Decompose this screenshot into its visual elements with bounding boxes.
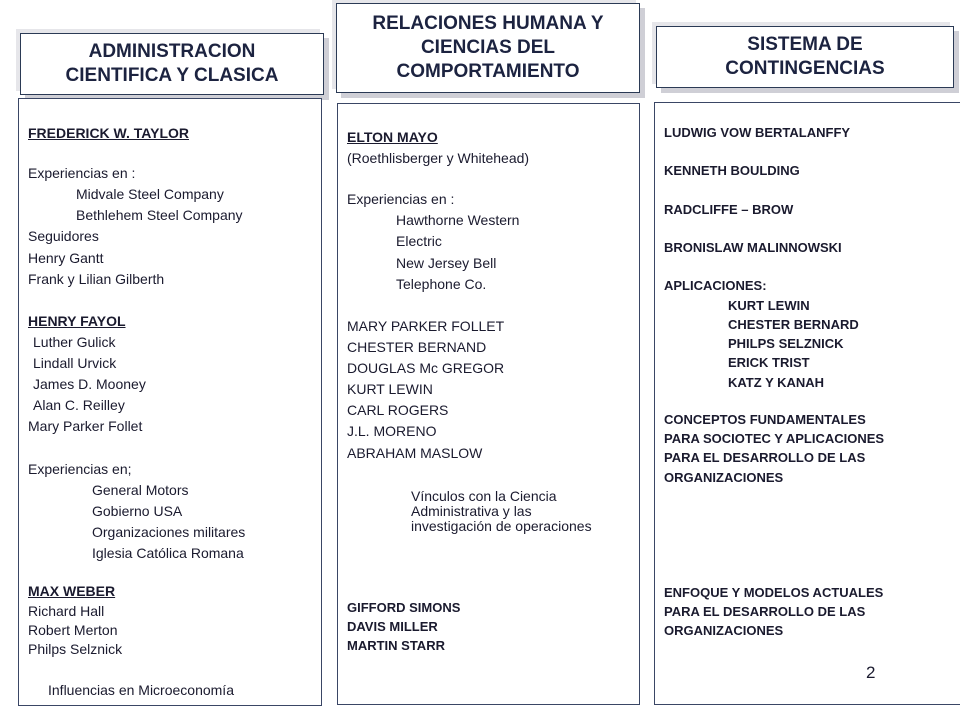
author-heading-weber: MAX WEBER (28, 583, 116, 599)
list-item: Henry Gantt (28, 250, 104, 266)
concepts-text: CONCEPTOS FUNDAMENTALES (664, 412, 866, 427)
column-header-sistema-contingencias-text: SISTEMA DE CONTINGENCIAS (725, 34, 885, 79)
links-note: Administrativa y las (411, 503, 532, 519)
list-item: Mary Parker Follet (28, 418, 143, 434)
list-item: Organizaciones militares (92, 524, 246, 540)
models-text: PARA EL DESARROLLO DE LAS (664, 604, 866, 619)
author-heading-taylor: FREDERICK W. TAYLOR (28, 125, 190, 141)
list-item: KURT LEWIN (347, 381, 433, 397)
experience-label: Experiencias en : (28, 165, 136, 181)
models-text: ENFOQUE Y MODELOS ACTUALES (664, 585, 884, 600)
list-item: KENNETH BOULDING (664, 163, 800, 178)
list-item: Lindall Urvick (33, 355, 117, 371)
list-item: Richard Hall (28, 603, 105, 619)
author-heading-mayo: ELTON MAYO (347, 129, 438, 145)
list-item: KURT LEWIN (728, 298, 810, 313)
column-header-relaciones-humanas-text: RELACIONES HUMANA Y CIENCIAS DEL COMPORTAMIENTO (372, 13, 604, 82)
list-item: KATZ Y KANAH (728, 375, 825, 390)
experience-label: Experiencias en : (347, 191, 455, 207)
list-item: Midvale Steel Company (76, 186, 224, 202)
links-note: Vínculos con la Ciencia (411, 488, 557, 504)
column-header-relaciones-humanas (336, 3, 640, 93)
list-item: Electric (396, 233, 442, 249)
list-item: Seguidores (28, 228, 99, 244)
list-item: (Roethlisberger y Whitehead) (347, 150, 530, 166)
list-item: GIFFORD SIMONS (347, 600, 461, 615)
list-item: Philps Selznick (28, 641, 123, 657)
list-item: DOUGLAS Mc GREGOR (347, 360, 505, 376)
experience-label: Experiencias en; (28, 461, 132, 477)
list-item: CHESTER BERNARD (728, 317, 859, 332)
list-item: Telephone Co. (396, 276, 487, 292)
list-item: DAVIS MILLER (347, 619, 438, 634)
concepts-text: PARA SOCIOTEC Y APLICACIONES (664, 431, 885, 446)
list-item: ERICK TRIST (728, 355, 810, 370)
list-item: BRONISLAW MALINNOWSKI (664, 240, 842, 255)
list-item: CHESTER BERNAND (347, 339, 487, 355)
list-item: RADCLIFFE – BROW (664, 202, 794, 217)
list-item: New Jersey Bell (396, 255, 497, 271)
column-header-administracion (20, 33, 324, 95)
list-item: Frank y Lilian Gilberth (28, 271, 165, 287)
section-label-aplicaciones: APLICACIONES: (664, 278, 767, 293)
list-item: Gobierno USA (92, 503, 183, 519)
list-item: PHILPS SELZNICK (728, 336, 844, 351)
concepts-text: PARA EL DESARROLLO DE LAS (664, 450, 866, 465)
list-item: Bethlehem Steel Company (76, 207, 243, 223)
list-item: General Motors (92, 482, 189, 498)
list-item: Iglesia Católica Romana (92, 545, 244, 561)
list-item: LUDWIG VOW BERTALANFFY (664, 125, 851, 140)
influence-note: Influencias en Microeconomía (48, 682, 234, 698)
links-note: investigación de operaciones (411, 518, 592, 534)
list-item: Alan C. Reilley (33, 397, 125, 413)
list-item: MARTIN STARR (347, 638, 445, 653)
list-item: MARY PARKER FOLLET (347, 318, 505, 334)
column-header-sistema-contingencias (656, 26, 954, 88)
column-header-administracion-text: ADMINISTRACION CIENTIFICA Y CLASICA (65, 41, 279, 86)
list-item: Hawthorne Western (396, 212, 520, 228)
list-item: Robert Merton (28, 622, 118, 638)
list-item: Luther Gulick (33, 334, 116, 350)
list-item: J.L. MORENO (347, 423, 437, 439)
models-text: ORGANIZACIONES (664, 623, 784, 638)
list-item: ABRAHAM MASLOW (347, 445, 483, 461)
author-heading-fayol: HENRY FAYOL (28, 313, 126, 329)
list-item: CARL ROGERS (347, 402, 449, 418)
page-number: 2 (866, 663, 876, 682)
list-item: James D. Mooney (33, 376, 146, 392)
concepts-text: ORGANIZACIONES (664, 470, 784, 485)
